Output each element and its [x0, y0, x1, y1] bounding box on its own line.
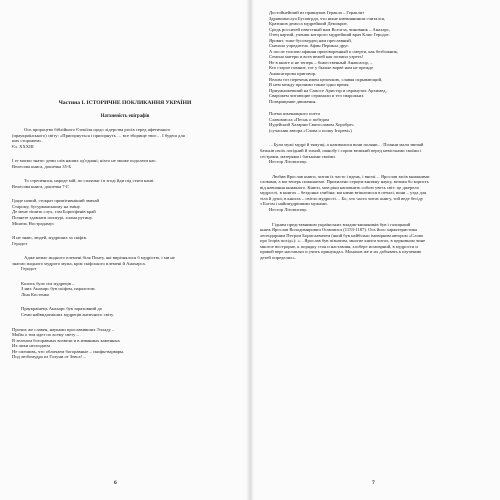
text-line: Не в книге и не теперь – божественный Анаксагор, –	[269, 59, 373, 65]
text-line: Здравомыслуа Бусовгрда, что ныне кмевиянином считался,	[269, 15, 385, 21]
quote-source: Нестор Літописець	[269, 206, 307, 212]
text-line: Колись було сім мудреців –	[21, 280, 75, 286]
epigraph-source: Мішель Нострадамус	[12, 220, 55, 226]
page-number: 6	[114, 480, 117, 486]
page-right-content	[260, 10, 490, 260]
text-line: легендарним Петром Бориславичем (який був найбільш імовірним автором «Слово	[260, 232, 424, 238]
page-number: 7	[372, 480, 375, 486]
text-line: Отец картий, ученик которого мудрейший врач Клио Геродот.	[269, 32, 390, 38]
epigraph-source: Велесова книга, дошечка 35-Б	[12, 163, 72, 169]
text-line: Их лики несподаєм	[12, 343, 50, 349]
text-line: Грядe новий, стократ примітивніший звичай	[12, 198, 99, 204]
text-line: з Богом і найомудрішими мужами.	[260, 201, 328, 207]
quote-source: Нестор Літописець	[269, 159, 307, 165]
text-line: детей определил».	[260, 254, 296, 260]
text-line: князь Ярослав Володимирович Осмомисл (1153-1187). Ось його характеристика	[260, 227, 418, 233]
text-line: Под любомудра из Голуни от Зевса! –	[12, 354, 86, 360]
epigraph-herodotus-1	[12, 235, 238, 246]
text-line: знаємо жодного мудрого мужа, крім скіфського племені й Анахарса.	[12, 260, 146, 266]
epigraph-kostenko	[12, 281, 238, 298]
text-line: І ге маємо знати: деми слів наших од'єднані, ніхто не зможе подолати нас.	[12, 158, 157, 164]
section-title: Натхненість епіграфів	[100, 114, 150, 119]
poem-source	[260, 111, 490, 133]
text-line: многое вострорне, к порядку стоя и наставляя, злобере исмоврний, в мудрости и	[260, 243, 418, 249]
text-line: Сварожем читающие сержмали и тел сварожьих	[269, 93, 364, 99]
epigraph-ezekiel	[12, 127, 238, 149]
text-line: Прочих же славен, науками прославивших Элладу –	[12, 326, 115, 332]
chapter-title: Частина I. ІСТОРИЧНЕ ПОКЛИКАННЯ УКРАЇНИ	[58, 100, 192, 106]
text-line: Гідним представником українських владик-книжників був і галицький	[272, 221, 411, 227]
text-line: З них Анахарс був скіфом, паралотом.	[21, 286, 96, 292]
epigraph-source: Велесова книга, дошечка 7-Г.	[12, 183, 70, 189]
text-line: від навчання книжного. Книги, мов ріки наповнить собою увесь світ: це джерело	[260, 184, 419, 190]
text-line: тіла й душі, в книгах – світло мудрості… Бо, хто часто читає книгу, той веде бесіду	[260, 195, 424, 201]
epigraph-source: Геродот	[12, 240, 28, 246]
text-line: Семи найвидатніших мудреців античного світу.	[21, 312, 114, 318]
osmomysl-paragraph	[260, 222, 490, 261]
text-line: Анаксагорова приговор.	[269, 71, 317, 77]
epigraph-nostradamus	[12, 198, 238, 226]
text-line: Велим тот перечень имен цепочкою, славяя скрывающий,	[269, 76, 383, 82]
text-line: Средь россичей известный нам Вселгза, чиновник – Анахарс,	[269, 26, 390, 32]
text-line: А после толпою афинян приговоренный к смерти, как безбожник,	[269, 48, 399, 54]
text-line: Сначала учредитель Афин Перикла друг.	[269, 43, 349, 49]
text-line: Мойм о том идет по всему свету –	[12, 332, 79, 338]
epigraph-veles-2	[12, 178, 238, 189]
text-line: Яровит, тоже бусовгрдец нам преславный,	[269, 37, 352, 43]
text-line: Старому, бусурманському на зміну.	[12, 203, 81, 209]
text-line: Поема язычницкого поета	[269, 111, 320, 117]
epigraph-source: Ліна Костенко	[21, 291, 50, 297]
epigraph-source: Єз. XXXIII	[12, 143, 34, 149]
text-line: То стрепенися, народе мій, по сплячки і в згоді йди під стяги наші.	[24, 178, 155, 184]
text-line: Славомисла «Песнь о победам	[269, 116, 329, 122]
epigraph-herodotus-2	[12, 255, 238, 272]
page-right	[252, 0, 500, 500]
text-line: (праукраїнського) світу: «Пригорнуться і пригорнуть … все зборище твоє… І будеш для	[12, 132, 185, 138]
text-line: …Були мужі мудрі й тямущі, а називалися вони поляни… Поляни мали звичай	[269, 142, 424, 148]
text-line: Семона матери и всех вежей как поэмил узреть!	[269, 54, 364, 60]
text-line: Достойнейший из правнуков Геракла – Гераклит	[269, 10, 365, 15]
text-line: В зеленом богоравных возвели и в изванных каменных	[12, 337, 120, 343]
text-line: Не смешивь, что обличаем богоравные – скифы-варвары.	[12, 348, 125, 354]
text-line: Позвращение движенья.	[269, 98, 317, 104]
text-line: Приумножевший на Самосе Аристэр и сврамузих Архимед,	[269, 87, 387, 93]
text-line: Кто старое помнит, тот у былые ворвё нам не прежде	[269, 65, 374, 71]
text-line: Ось пророцтво біблійного Єзекіїля щодо лідерства росів серед яфетичного	[24, 127, 171, 132]
epigraph-source: Геродот	[21, 266, 37, 272]
text-line: правой вере наставлял и учить принуждал. Монахов же и их добывать к изучению	[260, 249, 422, 255]
text-line: про Ігорів похід»): «…Ярослав був пізнатим, многие книги читал, в церковном чине	[260, 238, 426, 244]
page-left	[0, 0, 248, 500]
text-line: Любив Ярослав книги, читав їх часто і вдень, і вночі… Ярослав засів книжними	[272, 173, 430, 179]
text-line: словами, а ми теперь пожинаємо. Прихилено серцем книжну науку, велика бо користь	[260, 179, 429, 185]
text-line: Кратинов демоса мудрейший Демокрит,	[269, 21, 348, 27]
epigraph-poem	[12, 327, 238, 360]
text-line: Почнете здавлати похмурі, хлама рутину.	[12, 215, 93, 221]
text-line: Иудейской Хазарии Святославом Хоробре»	[269, 122, 354, 128]
text-line: сестрами, матерями і батьками своїми.	[260, 153, 336, 159]
text-line: В нем между прочими также одно время	[269, 82, 349, 88]
epigraph-anacharsis	[12, 306, 238, 317]
text-line: Я не знаю, людей, мудріших за скіфів.	[12, 235, 87, 241]
text-line: Де мене тішить слух, там Борисфенів край	[12, 209, 96, 215]
text-line: них сторожем».	[12, 138, 43, 144]
text-line: (сучасник автора «Слова о полку Ігореві»)	[269, 127, 352, 133]
poem-continued	[260, 10, 490, 104]
letopys-quote	[260, 142, 490, 164]
page-left-content	[12, 100, 238, 360]
text-line: мудрості, в книгах – бездонна глибіна; ми ними втішаємося в печалі, вони – узда для	[260, 190, 427, 196]
epigraph-veles-1	[12, 158, 238, 169]
text-line: батьків своїх лагідний й тихий, шанобу і сором великий перед невістками своїми і	[260, 148, 422, 154]
text-line: Адже немає жодного племені біля Понту, які вирізнялося б мудрістю, і ми не	[24, 255, 175, 261]
text-line: Праукраїнець Анахарс був зараховний до	[21, 306, 103, 312]
yaroslav-quote	[260, 174, 490, 213]
